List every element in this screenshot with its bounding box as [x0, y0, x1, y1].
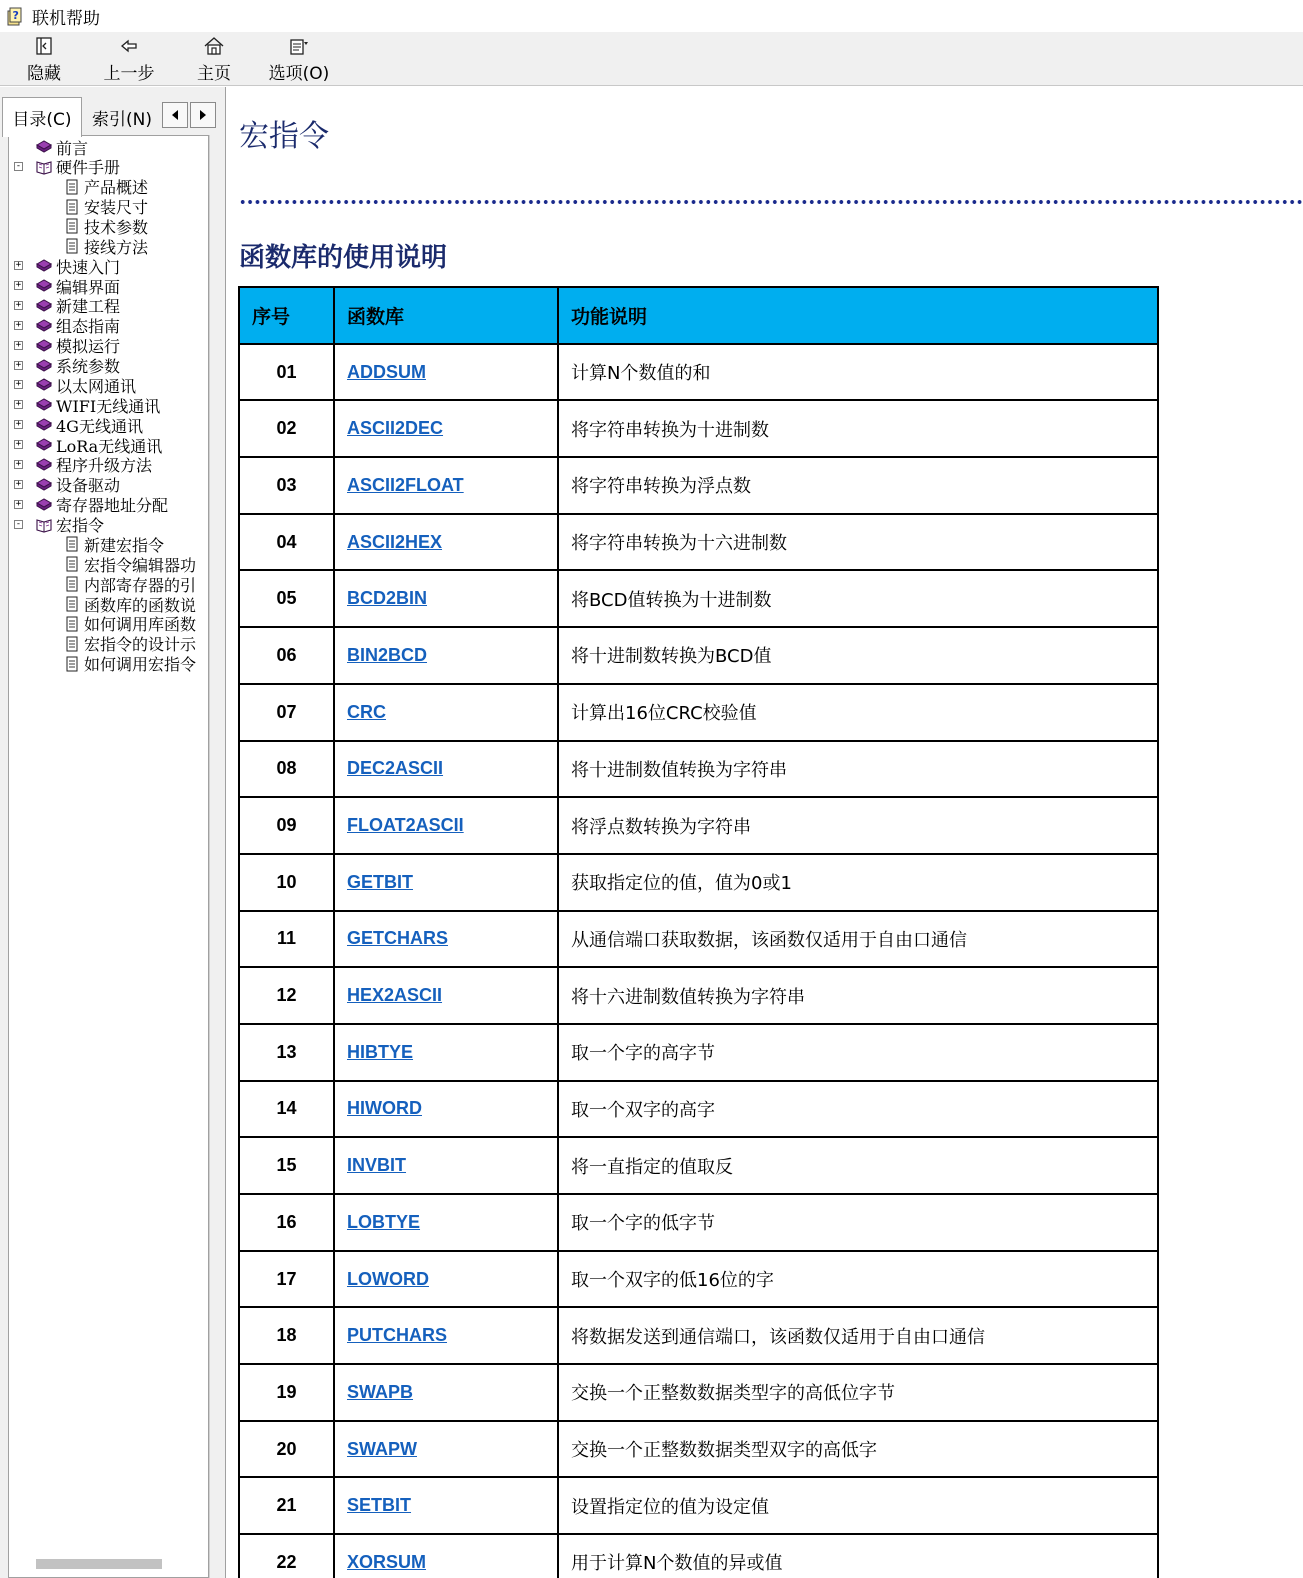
table-row	[239, 1421, 1158, 1478]
page-icon	[63, 635, 81, 653]
contents-tree[interactable]	[8, 135, 209, 1578]
library-cell	[334, 1307, 558, 1364]
function-description: 将浮点数转换为字符串	[558, 797, 1158, 854]
tree-item[interactable]	[63, 654, 196, 674]
function-description: 取一个字的低字节	[558, 1194, 1158, 1251]
tree-item[interactable]	[35, 256, 120, 276]
function-description: 将字符串转换为十进制数	[558, 400, 1158, 457]
function-description: 交换一个正整数数据类型双字的高低字	[558, 1421, 1158, 1478]
closed-book-icon	[35, 376, 53, 394]
tree-item-label: 寄存器地址分配	[56, 496, 169, 516]
table-header-row	[239, 287, 1158, 344]
table-row	[239, 911, 1158, 968]
row-number: 15	[239, 1137, 334, 1194]
closed-book-icon	[35, 476, 53, 494]
tree-horizontal-scrollbar-thumb[interactable]	[36, 1559, 162, 1569]
window-title: 联机帮助	[32, 8, 100, 29]
header-number: 序号	[239, 287, 334, 344]
table-row	[239, 1307, 1158, 1364]
function-link[interactable]: FLOAT2ASCII	[347, 815, 464, 836]
tab-index[interactable]: 索引(N)	[92, 109, 152, 130]
tree-item-label: 技术参数	[84, 217, 149, 237]
tree-item-label: 宏指令	[56, 516, 105, 536]
closed-book-icon	[35, 277, 53, 295]
closed-book-icon	[35, 257, 53, 275]
function-link[interactable]: CRC	[347, 701, 386, 722]
row-number: 06	[239, 627, 334, 684]
nav-tabs	[2, 97, 222, 135]
closed-book-icon	[35, 496, 53, 514]
row-number: 10	[239, 854, 334, 911]
closed-book-icon	[35, 138, 53, 156]
back-arrow-icon	[119, 34, 139, 58]
dotted-divider	[239, 199, 1303, 205]
library-cell	[334, 344, 558, 401]
tree-item[interactable]	[35, 435, 162, 455]
expand-toggle[interactable]: +	[15, 419, 22, 430]
page-icon	[63, 615, 81, 633]
function-link[interactable]: ASCII2DEC	[347, 418, 444, 439]
tree-item-label: 前言	[56, 138, 89, 158]
tab-scroll-left-button[interactable]	[162, 102, 188, 128]
closed-book-icon	[35, 416, 53, 434]
row-number: 08	[239, 741, 334, 798]
closed-book-icon	[35, 317, 53, 335]
title-bar	[0, 0, 1303, 32]
tree-item[interactable]	[63, 574, 196, 594]
tree-item[interactable]	[35, 455, 152, 475]
expand-toggle[interactable]: +	[15, 439, 22, 450]
library-cell	[334, 627, 558, 684]
function-link[interactable]: SWAPB	[347, 1381, 414, 1402]
function-link[interactable]: ASCII2FLOAT	[347, 474, 464, 495]
tree-item[interactable]	[63, 236, 148, 256]
expand-toggle[interactable]: +	[15, 399, 22, 410]
open-book-icon	[35, 158, 53, 176]
tree-item[interactable]	[63, 216, 148, 236]
tree-item[interactable]	[63, 197, 148, 217]
library-cell	[334, 1534, 558, 1578]
page-icon	[63, 178, 81, 196]
expand-toggle[interactable]: +	[15, 299, 22, 310]
tree-item[interactable]	[35, 276, 120, 296]
table-row	[239, 1251, 1158, 1308]
function-link[interactable]: ASCII2HEX	[347, 531, 443, 552]
help-app-icon	[4, 5, 26, 27]
tree-list	[9, 136, 208, 1578]
tree-item-label: 设备驱动	[56, 476, 121, 496]
row-number: 11	[239, 911, 334, 968]
tree-item[interactable]	[35, 515, 104, 535]
function-description: 将十进制数转换为BCD值	[558, 627, 1158, 684]
table-row	[239, 1534, 1158, 1578]
hide-button[interactable]	[22, 34, 66, 84]
tree-item[interactable]	[63, 614, 196, 634]
row-number: 09	[239, 797, 334, 854]
row-number: 22	[239, 1534, 334, 1578]
toolbar	[0, 32, 1303, 86]
tree-item-label: 硬件手册	[56, 158, 121, 178]
tree-item[interactable]	[63, 177, 148, 197]
function-description: 从通信端口获取数据，该函数仅适用于自由口通信	[558, 911, 1158, 968]
collapse-toggle[interactable]: -	[15, 160, 22, 171]
home-icon	[203, 34, 225, 58]
function-description: 设置指定位的值为设定值	[558, 1477, 1158, 1534]
table-row	[239, 514, 1158, 571]
library-cell	[334, 514, 558, 571]
function-link[interactable]: DEC2ASCII	[347, 758, 444, 779]
page-icon	[63, 655, 81, 673]
hide-pane-icon	[34, 34, 54, 58]
function-link[interactable]: ADDSUM	[347, 361, 426, 382]
expand-toggle[interactable]: +	[15, 458, 22, 469]
closed-book-icon	[35, 337, 53, 355]
function-description: 计算N个数值的和	[558, 344, 1158, 401]
tree-item[interactable]	[35, 356, 120, 376]
tab-scroll-right-button[interactable]	[190, 102, 216, 128]
library-cell	[334, 570, 558, 627]
row-number: 03	[239, 457, 334, 514]
library-cell	[334, 854, 558, 911]
row-number: 14	[239, 1081, 334, 1138]
page-title: 宏指令	[239, 119, 329, 154]
row-number: 02	[239, 400, 334, 457]
tree-item[interactable]	[35, 415, 143, 435]
table-row	[239, 1194, 1158, 1251]
function-description: 用于计算N个数值的异或值	[558, 1534, 1158, 1578]
tree-item-label: 如何调用库函数	[84, 615, 197, 635]
library-cell	[334, 797, 558, 854]
expand-toggle[interactable]: +	[15, 498, 22, 509]
tree-item[interactable]	[35, 395, 160, 415]
tree-item[interactable]	[35, 137, 88, 157]
function-link[interactable]: SETBIT	[347, 1495, 412, 1516]
library-cell	[334, 1364, 558, 1421]
library-cell	[334, 684, 558, 741]
function-link[interactable]: XORSUM	[347, 1551, 427, 1572]
tree-item-label: WIFI无线通讯	[56, 396, 161, 416]
expand-toggle[interactable]: +	[15, 260, 22, 271]
row-number: 16	[239, 1194, 334, 1251]
function-description: 将数据发送到通信端口，该函数仅适用于自由口通信	[558, 1307, 1158, 1364]
expand-toggle[interactable]: +	[15, 280, 22, 291]
function-link[interactable]: PUTCHARS	[347, 1325, 448, 1346]
tree-item[interactable]	[35, 375, 136, 395]
library-cell	[334, 1137, 558, 1194]
options-icon	[288, 34, 310, 58]
tree-item-label: 内部寄存器的引	[84, 575, 197, 595]
tree-item-label: 函数库的函数说	[84, 595, 197, 615]
library-cell	[334, 457, 558, 514]
tree-item-label: 4G无线通讯	[56, 416, 143, 436]
table-row	[239, 400, 1158, 457]
library-cell	[334, 1081, 558, 1138]
page-icon	[63, 217, 81, 235]
home-label: 主页	[197, 64, 231, 84]
options-label: 选项(O)	[268, 64, 330, 84]
tree-item[interactable]	[35, 475, 120, 495]
closed-book-icon	[35, 297, 53, 315]
library-cell	[334, 967, 558, 1024]
row-number: 21	[239, 1477, 334, 1534]
function-description: 计算出16位CRC校验值	[558, 684, 1158, 741]
function-description: 将BCD值转换为十进制数	[558, 570, 1158, 627]
tree-item-label: 如何调用宏指令	[84, 655, 197, 675]
section-title: 函数库的使用说明	[239, 243, 448, 273]
closed-book-icon	[35, 436, 53, 454]
tree-item[interactable]	[35, 316, 120, 336]
page-icon	[63, 535, 81, 553]
table-row	[239, 457, 1158, 514]
table-row	[239, 1081, 1158, 1138]
function-description: 交换一个正整数数据类型字的高低位字节	[558, 1364, 1158, 1421]
tree-item[interactable]	[35, 495, 168, 515]
function-description: 将字符串转换为十六进制数	[558, 514, 1158, 571]
table-row	[239, 1137, 1158, 1194]
header-description: 功能说明	[558, 287, 1158, 344]
tree-item-label: 程序升级方法	[56, 456, 153, 476]
expand-toggle[interactable]: +	[15, 379, 22, 390]
library-cell	[334, 1477, 558, 1534]
function-description: 取一个字的高字节	[558, 1024, 1158, 1081]
back-button[interactable]	[100, 34, 158, 84]
library-cell	[334, 741, 558, 798]
tree-item-label: 宏指令的设计示	[84, 635, 197, 655]
page-icon	[63, 595, 81, 613]
function-link[interactable]: LOBTYE	[347, 1211, 421, 1232]
table-row	[239, 344, 1158, 401]
tree-item-label: 快速入门	[56, 257, 121, 277]
table-row	[239, 570, 1158, 627]
page-icon	[63, 237, 81, 255]
options-button[interactable]	[266, 34, 332, 84]
tree-item-label: 模拟运行	[56, 337, 121, 357]
row-number: 17	[239, 1251, 334, 1308]
closed-book-icon	[35, 456, 53, 474]
tree-item-label: 产品概述	[84, 178, 149, 198]
function-link[interactable]: BCD2BIN	[347, 588, 428, 609]
home-button[interactable]	[194, 34, 234, 84]
tree-item[interactable]	[63, 534, 164, 554]
table-row	[239, 967, 1158, 1024]
tree-item-label: 系统参数	[56, 357, 121, 377]
library-cell	[334, 1194, 558, 1251]
expand-toggle[interactable]: +	[15, 339, 22, 350]
triangle-left-icon	[170, 109, 180, 121]
library-cell	[334, 1024, 558, 1081]
table-row	[239, 1364, 1158, 1421]
row-number: 07	[239, 684, 334, 741]
tree-item-label: 以太网通讯	[56, 376, 137, 396]
triangle-right-icon	[198, 109, 208, 121]
row-number: 12	[239, 967, 334, 1024]
function-description: 取一个双字的高字	[558, 1081, 1158, 1138]
function-link[interactable]: SWAPW	[347, 1438, 417, 1459]
function-description: 将十六进制数值转换为字符串	[558, 967, 1158, 1024]
table-row	[239, 1477, 1158, 1534]
tree-item-label: 编辑界面	[56, 277, 121, 297]
tab-scroll-arrows	[162, 102, 218, 128]
row-number: 19	[239, 1364, 334, 1421]
tree-item-label: LoRa无线通讯	[56, 436, 163, 456]
function-link[interactable]: LOWORD	[347, 1268, 429, 1289]
function-link[interactable]: GETCHARS	[347, 928, 449, 949]
function-link[interactable]: HEX2ASCII	[347, 985, 443, 1006]
row-number: 04	[239, 514, 334, 571]
table-row	[239, 684, 1158, 741]
tree-item[interactable]	[35, 296, 120, 316]
library-cell	[334, 911, 558, 968]
tree-item[interactable]	[63, 554, 196, 574]
tree-item-label: 接线方法	[84, 237, 149, 257]
function-link[interactable]: GETBIT	[347, 871, 413, 892]
navigation-pane	[0, 87, 226, 1578]
function-link[interactable]: HIWORD	[347, 1098, 422, 1119]
row-number: 13	[239, 1024, 334, 1081]
page-icon	[63, 198, 81, 216]
tab-contents[interactable]: 目录(C)	[2, 97, 82, 137]
function-link[interactable]: BIN2BCD	[347, 644, 428, 665]
tree-vertical-scrollbar[interactable]	[209, 135, 222, 1578]
tree-item-label: 宏指令编辑器功	[84, 555, 197, 575]
tree-item-label: 新建工程	[56, 297, 121, 317]
expand-toggle[interactable]: +	[15, 319, 22, 330]
closed-book-icon	[35, 357, 53, 375]
back-label: 上一步	[103, 64, 155, 84]
page-icon	[63, 555, 81, 573]
function-description: 取一个双字的低16位的字	[558, 1251, 1158, 1308]
table-row	[239, 854, 1158, 911]
tree-item-label: 新建宏指令	[84, 535, 165, 555]
page-icon	[63, 575, 81, 593]
function-link[interactable]: HIBTYE	[347, 1041, 414, 1062]
collapse-toggle[interactable]: -	[15, 518, 22, 529]
closed-book-icon	[35, 396, 53, 414]
open-book-icon	[35, 516, 53, 534]
row-number: 18	[239, 1307, 334, 1364]
library-cell	[334, 400, 558, 457]
function-description: 将字符串转换为浮点数	[558, 457, 1158, 514]
table-row	[239, 627, 1158, 684]
table-row	[239, 1024, 1158, 1081]
hide-label: 隐藏	[27, 64, 61, 84]
table-row	[239, 797, 1158, 854]
tree-item[interactable]	[35, 336, 120, 356]
function-link[interactable]: INVBIT	[347, 1155, 407, 1176]
table-row	[239, 741, 1158, 798]
library-cell	[334, 1251, 558, 1308]
row-number: 01	[239, 344, 334, 401]
function-description: 将十进制数值转换为字符串	[558, 741, 1158, 798]
tree-item[interactable]	[35, 157, 120, 177]
row-number: 05	[239, 570, 334, 627]
function-description: 获取指定位的值，值为0或1	[558, 854, 1158, 911]
function-description: 将一直指定的值取反	[558, 1137, 1158, 1194]
header-library: 函数库	[334, 287, 558, 344]
row-number: 20	[239, 1421, 334, 1478]
svg-text:?: ?	[12, 9, 19, 22]
topic-content	[227, 87, 1303, 1578]
tree-item[interactable]	[63, 634, 196, 654]
tree-item-label: 安装尺寸	[84, 198, 149, 218]
function-library-table	[238, 286, 1159, 1578]
expand-toggle[interactable]: +	[15, 478, 22, 489]
expand-toggle[interactable]: +	[15, 359, 22, 370]
tree-item-label: 组态指南	[56, 317, 121, 337]
library-cell	[334, 1421, 558, 1478]
tree-item[interactable]	[63, 594, 196, 614]
